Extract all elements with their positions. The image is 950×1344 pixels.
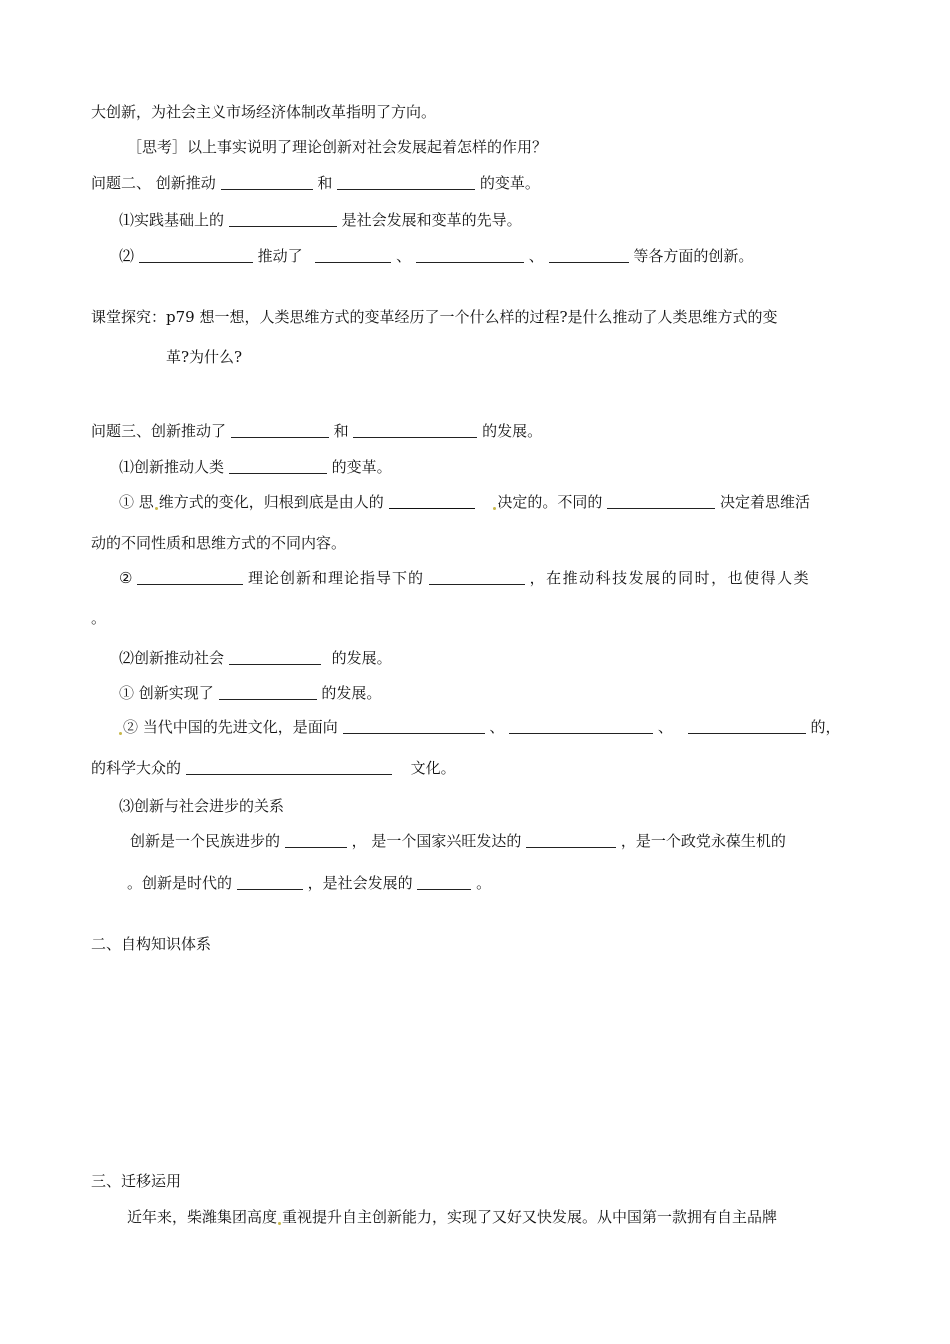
question-three bbox=[91, 420, 542, 442]
text: 理论创新和理论指导下的 bbox=[248, 569, 425, 587]
text: 课堂探究：p79 想一想，人类思维方式的变革经历了一个什么样的过程?是什么推动了人类思维方式的变 bbox=[91, 308, 778, 326]
item-culture bbox=[119, 716, 841, 738]
text: ⑵ bbox=[119, 247, 135, 265]
text: 维方式的变化，归根到底是由人的 bbox=[158, 493, 384, 511]
text: ① 思 bbox=[119, 493, 154, 511]
item-relationship bbox=[119, 795, 284, 817]
item-realize bbox=[119, 682, 381, 704]
text: 等各方面的创新。 bbox=[633, 247, 754, 265]
text: 动的不同性质和思维方式的不同内容。 bbox=[91, 534, 347, 552]
text: ② bbox=[119, 569, 133, 587]
item-theory bbox=[119, 567, 810, 589]
text: ② 当代中国的先进文化，是面向 bbox=[123, 718, 338, 736]
text-line-period bbox=[91, 607, 106, 629]
relationship-text-continued bbox=[127, 872, 491, 894]
text: 和 bbox=[317, 174, 333, 192]
blank bbox=[137, 569, 243, 585]
item-innovation bbox=[119, 245, 753, 267]
item-practice bbox=[119, 209, 522, 231]
class-inquiry-continued bbox=[166, 346, 242, 368]
text: 问题二、 创新推动 bbox=[91, 174, 216, 192]
text: 。 bbox=[91, 609, 107, 627]
relationship-text bbox=[130, 830, 786, 852]
section-three-heading bbox=[91, 1170, 181, 1192]
text: 决定的。不同的 bbox=[497, 493, 603, 511]
blank bbox=[429, 569, 525, 585]
text: ⑵创新推动社会 bbox=[119, 649, 225, 667]
blank bbox=[237, 874, 303, 890]
text: 的变革。 bbox=[331, 458, 392, 476]
blank bbox=[343, 718, 485, 734]
text: 的， bbox=[810, 718, 841, 736]
text: 、 bbox=[528, 247, 544, 265]
text: 的科学大众的 bbox=[91, 759, 182, 777]
blank bbox=[219, 684, 317, 700]
blank bbox=[315, 247, 391, 263]
blank bbox=[549, 247, 629, 263]
item-human bbox=[119, 456, 392, 478]
text: 的发展。 bbox=[331, 649, 392, 667]
text: 近年来，柴潍集团高度 bbox=[127, 1208, 278, 1226]
text: 、 bbox=[396, 247, 412, 265]
blank bbox=[139, 247, 253, 263]
blank bbox=[229, 649, 321, 665]
blank bbox=[285, 832, 347, 848]
text-line-continued bbox=[91, 532, 346, 554]
text: 决定着思维活 bbox=[719, 493, 810, 511]
text: 、 bbox=[657, 718, 673, 736]
mark-dot bbox=[493, 507, 496, 510]
blank bbox=[607, 493, 715, 509]
mark-dot bbox=[155, 507, 158, 510]
text: 三、迁移运用 bbox=[91, 1172, 182, 1190]
text: 、 bbox=[489, 718, 505, 736]
class-inquiry bbox=[91, 306, 778, 328]
text: 大创新，为社会主义市场经济体制改革指明了方向。 bbox=[91, 103, 437, 121]
think-question bbox=[127, 136, 547, 158]
text: 的变革。 bbox=[479, 174, 540, 192]
mark-dot bbox=[119, 732, 122, 735]
text: 和 bbox=[333, 422, 349, 440]
text: ，是一个政党永葆生机的 bbox=[620, 832, 786, 850]
item-thinking-change bbox=[119, 491, 810, 513]
transfer-text bbox=[127, 1206, 777, 1228]
blank bbox=[688, 718, 806, 734]
text: ［思考］以上事实说明了理论创新对社会发展起着怎样的作用？ bbox=[127, 138, 548, 156]
text: 文化。 bbox=[410, 759, 456, 777]
text: 。创新是时代的 bbox=[127, 874, 233, 892]
text: 问题三、创新推动了 bbox=[91, 422, 227, 440]
section-two-heading bbox=[91, 933, 211, 955]
text: 创新是一个民族进步的 bbox=[130, 832, 281, 850]
text: 推动了 bbox=[257, 247, 303, 265]
text: ，是社会发展的 bbox=[307, 874, 413, 892]
text: ，在推动科技发展的同时，也使得人类 bbox=[529, 569, 811, 587]
text: 是社会发展和变革的先导。 bbox=[341, 211, 522, 229]
blank bbox=[221, 174, 313, 190]
item-society bbox=[119, 647, 392, 669]
text: 的发展。 bbox=[482, 422, 543, 440]
blank bbox=[186, 759, 392, 775]
blank bbox=[353, 422, 477, 438]
blank bbox=[526, 832, 616, 848]
blank bbox=[417, 874, 471, 890]
text: ⑶创新与社会进步的关系 bbox=[119, 797, 285, 815]
blank bbox=[231, 422, 329, 438]
text: 革?为什么? bbox=[166, 348, 243, 366]
text: ⑴创新推动人类 bbox=[119, 458, 225, 476]
question-two bbox=[91, 172, 540, 194]
text: ⑴实践基础上的 bbox=[119, 211, 225, 229]
blank bbox=[337, 174, 475, 190]
text: 的发展。 bbox=[321, 684, 382, 702]
text: ， 是一个国家兴旺发达的 bbox=[351, 832, 522, 850]
blank bbox=[416, 247, 524, 263]
blank bbox=[509, 718, 653, 734]
blank bbox=[389, 493, 475, 509]
text: ① 创新实现了 bbox=[119, 684, 214, 702]
text-line-1 bbox=[91, 101, 436, 123]
blank bbox=[229, 458, 327, 474]
text: 重视提升自主创新能力，实现了又好又快发展。从中国第一款拥有自主品牌 bbox=[282, 1208, 778, 1226]
text: 。 bbox=[476, 874, 492, 892]
mark-dot bbox=[278, 1222, 281, 1225]
item-culture-continued bbox=[91, 757, 456, 779]
blank bbox=[229, 211, 337, 227]
text: 二、自构知识体系 bbox=[91, 935, 212, 953]
